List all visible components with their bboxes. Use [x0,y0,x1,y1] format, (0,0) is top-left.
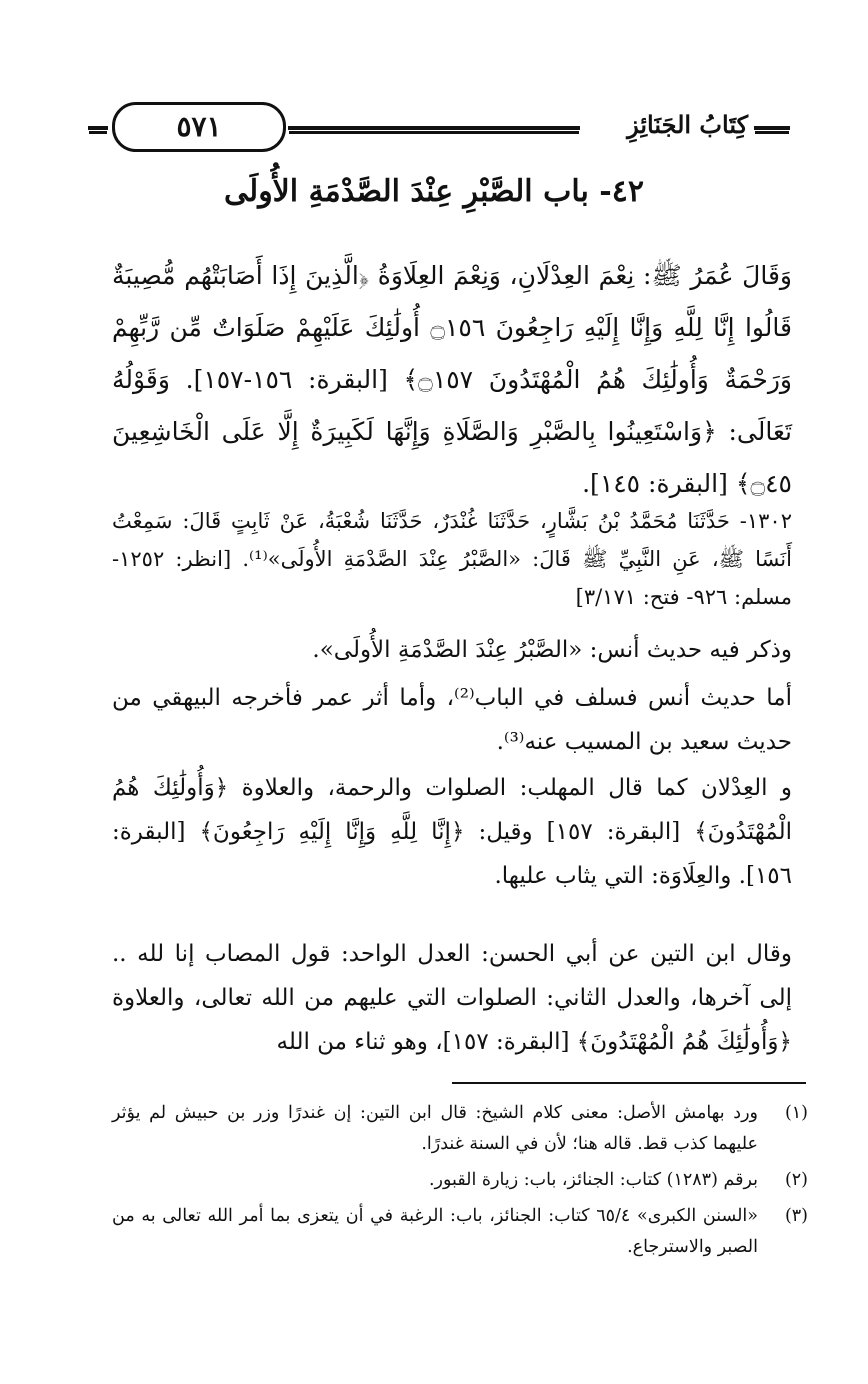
footnote-mark: (٣) [784,1206,808,1226]
commentary-paragraph: و العِدْلان كما قال المهلب: الصلوات والرحمة، والعلاوة ﴿وَأُولَٰئِكَ هُمُ الْمُهْتَدُونَ﴾ [البقرة: ١٥٧] وقيل: ﴿إِنَّا لِلَّهِ وَإِنَّا إِلَيْهِ رَاجِعُونَ﴾ [البقرة: ١٥٦]. والعِلَاوَة: التي يثاب عليها. [112,775,792,889]
commentary-paragraph: وقال ابن التين عن أبي الحسن: العدل الواحد: قول المصاب إنا لله .. إلى آخرها، والعدل الثاني: الصلوات التي عليهم من الله تعالى، والعلاوة ﴿وَأُولَٰئِكَ هُمُ الْمُهْتَدُونَ﴾ [البقرة: ١٥٧]، وهو ثناء من الله [112,941,792,1055]
footnote [112,1165,808,1196]
footnote-text: ورد بهامش الأصل: معنى كلام الشيخ: قال ابن التين: إن غندرًا وزر بن حبيش لم يؤثر عليهما كذب قط. قاله هنا؛ لأن في السنة غندرًا. [112,1103,758,1154]
footnote-mark: (١) [784,1103,808,1123]
commentary-paragraph: وذكر فيه حديث أنس: «الصَّبْرُ عِنْدَ الصَّدْمَةِ الأُولَى». [312,637,792,663]
footnote-mark: (٢) [784,1170,808,1190]
footnote-separator [452,1082,806,1084]
hadith-paragraph: ١٣٠٢- حَدَّثَنَا مُحَمَّدُ بْنُ بَشَّارٍ، حَدَّثَنَا غُنْدَرٌ، حَدَّثَنَا شُعْبَةُ، عَنْ ثَابِتٍ قَالَ: سَمِعْتُ أَنَسًا ﷺ، عَنِ النَّبِيِّ ﷺ قَالَ: «الصَّبْرُ عِنْدَ الصَّدْمَةِ الأُولَى»⁽¹⁾. [انظر: ١٢٥٢- مسلم: ٩٢٦- فتح: ٣/١٧١] [112,509,792,609]
header-rule [754,126,790,131]
header-rule [88,126,108,131]
quran-paragraph: وَقَالَ عُمَرُ ﷺ: نِعْمَ العِدْلَانِ، وَنِعْمَ العِلَاوَةُ ﴿الَّذِينَ إِذَا أَصَابَتْهُم مُّصِيبَةٌ قَالُوا إِنَّا لِلَّهِ وَإِنَّا إِلَيْهِ رَاجِعُونَ ۝١٥٦ أُولَٰئِكَ عَلَيْهِمْ صَلَوَاتٌ مِّن رَّبِّهِمْ وَرَحْمَةٌ وَأُولَٰئِكَ هُمُ الْمُهْتَدُونَ ۝١٥٧﴾ [البقرة: ١٥٦-١٥٧]. وَقَوْلُهُ تَعَالَى: ﴿وَاسْتَعِينُوا بِالصَّبْرِ وَالصَّلَاةِ وَإِنَّهَا لَكَبِيرَةٌ إِلَّا عَلَى الْخَاشِعِينَ ۝٤٥﴾ [البقرة: ١٤٥]. [112,261,792,498]
footnote-text: «السنن الكبرى» ٦٥/٤ كتاب: الجنائز، باب: الرغبة في أن يتعزى بما أمر الله تعالى به من الصبر والاسترجاع. [112,1206,758,1257]
page-header [88,102,790,154]
page-number: ٥٧١ [112,102,286,152]
chapter-title: ٤٢- باب الصَّبْرِ عِنْدَ الصَّدْمَةِ الأُولَى [224,174,644,209]
footnotes [112,1098,808,1268]
footnote [112,1201,808,1263]
commentary-paragraph: أما حديث أنس فسلف في الباب⁽²⁾، وأما أثر عمر فأخرجه البيهقي من حديث سعيد بن المسيب عنه⁽³⁾. [112,685,792,755]
footnote-text: برقم (١٢٨٣) كتاب: الجنائز، باب: زيارة القبور. [428,1170,758,1190]
header-rule [288,126,580,131]
footnote [112,1098,808,1160]
running-head: كِتَابُ الجَنَائِزِ [627,110,748,139]
